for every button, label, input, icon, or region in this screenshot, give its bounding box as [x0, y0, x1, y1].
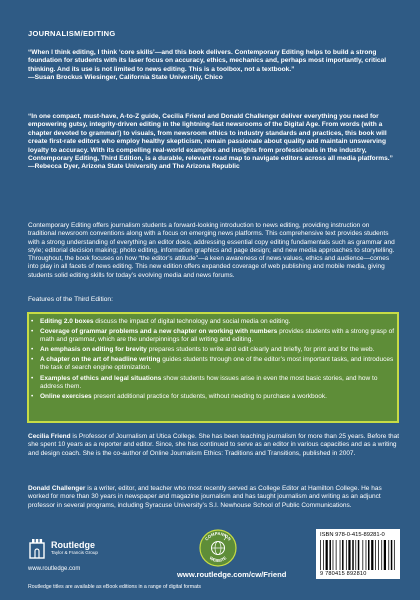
feature-title: Online exercises [40, 392, 92, 400]
feature-item [40, 328, 402, 344]
feature-title: Coverage of grammar problems and a new chapter on working with numbers [40, 328, 278, 336]
feature-text: present additional practice for students, without needing to purchase a workbook. [91, 392, 327, 400]
feature-text: discuss the impact of digital technology and social media on editing. [93, 318, 291, 325]
barcode-number: 9 780415 892810 [320, 571, 367, 577]
category-heading: JOURNALISM/EDITING [28, 29, 116, 38]
feature-title: Examples of ethics and legal situations [40, 374, 162, 382]
quote-text: “When I think editing, I think ‘core skills’—and this book delivers. Contemporary Editing helps to build a strong foundation for students with its laser focus on accuracy, ethics, mechanics and, perhaps most importantly, critical thinking. And its use is not limited to news editing. This is a toolbox, not a textbook.” [28, 49, 387, 73]
publisher-logo [28, 537, 98, 559]
publisher-url: www.routledge.com [28, 566, 81, 572]
publisher-group: Taylor & Francis Group [51, 549, 98, 555]
feature-title: An emphasis on editing for brevity [40, 346, 147, 354]
endorsement-quote-2 [28, 113, 398, 172]
quote-text: “In one compact, must-have, A-to-Z guide, Cecilia Friend and Donald Challenger deliver everything you need for empowering gutsy, integrity-driven editing in the lightning-fast newsrooms of the Digital Age. From words (with a chapter devoted to grammar!) to visuals, from newsroom ethics to industry standards and practices, this book will create first-rate editors who employ healthy skepticism, remain passionate about quality and maintain unswerving loyalty to accuracy. With its compelling real-world examples and insights from professionals in the industry, Contemporary Editing, Third Edition, is a durable, relevant road map to navigate editors across all media platforms.” [28, 113, 393, 163]
feature-text: show students how issues arise in even the most basic stories, and how to address them. [40, 374, 378, 390]
author-name: Donald Challenger [28, 485, 86, 492]
feature-title: A chapter on the art of headline writing [40, 356, 161, 364]
feature-item [40, 356, 402, 372]
companion-url[interactable]: www.routledge.com/cw/Friend [177, 570, 287, 579]
isbn-label: ISBN 978-0-415-89281-0 [320, 532, 385, 538]
author-name: Cecilia Friend [28, 433, 71, 440]
feature-item [40, 375, 402, 391]
feature-item [40, 346, 402, 354]
author-bio-friend [28, 433, 400, 458]
feature-item [40, 318, 402, 326]
author-bio-text: is Professor of Journalism at Utica College. She has been teaching journalism for more than 25 years. Before that she spent 10 years as a reporter and editor. Since, she has continued to serve as an editor in various capacities and as a writing and design coach. She is the co-author of Online Journalism Ethics: Traditions and Transitions, published in 2007. [28, 433, 400, 457]
routledge-tower-icon [28, 537, 46, 559]
feature-title: Editing 2.0 boxes [40, 318, 94, 325]
companion-top-label: COMPANION [203, 530, 233, 542]
publisher-name: Routledge [51, 539, 95, 550]
ebook-note: Routledge titles are available as eBook editions in a range of digital formats [28, 584, 202, 590]
feature-text: prepares students to write and edit clearly and briefly, for print and for the web. [146, 346, 375, 354]
companion-website-badge [198, 528, 238, 568]
author-bio-text: is a writer, editor, and teacher who most recently served as College Editor at Hamilton College. He has worked for more than 30 years in newspaper and magazine journalism and has taught journalism and writing as an adjunct professor in several programs, including Syracuse University’s S.I. Newhouse School of Public Communications. [28, 485, 382, 509]
endorsement-quote-1 [28, 49, 398, 83]
feature-text: guides students through one of the editor’s most important tasks, and introduces the task of search engine optimization. [40, 356, 394, 372]
companion-bottom-label: WEBSITE [208, 555, 228, 564]
author-bio-challenger [28, 485, 400, 510]
book-description: Contemporary Editing offers journalism students a forward-looking introduction to news editing, providing instruction on traditional newsroom conventions along with a focus on emerging news platforms. This comprehensive text provides students with a strong understanding of everything an editor does, addressing essential copy editing fundamentals such as grammar and style; editorial decision making; photo editing, information graphics and page design; and new media approaches to storytelling. Throughout, the book focuses on how “the editor’s attitude”—a keen awareness of news values, ethics and audience—comes into play in all facets of news editing. This new edition offers expanded coverage of web publishing and mobile media, giving students solid editing skills for today’s evolving media and news forums. [28, 222, 395, 279]
quote-attribution: —Rebecca Dyer, Arizona State University and The Arizona Republic [28, 163, 240, 171]
feature-text: provides students with a strong grasp of math and grammar, which are the underpinnings for all writing and editing. [40, 328, 395, 344]
features-list [30, 318, 402, 403]
barcode-image [318, 540, 398, 570]
quote-attribution: —Susan Brockus Wiesinger, California State University, Chico [28, 74, 223, 82]
features-label: Features of the Third Edition: [28, 296, 113, 303]
feature-item [40, 393, 402, 401]
